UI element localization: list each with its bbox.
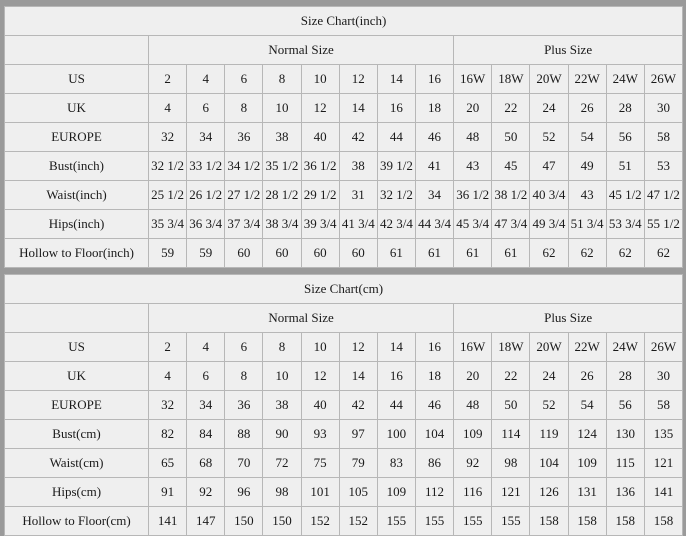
table-cell: 92 — [454, 449, 492, 478]
table-cell: 60 — [339, 239, 377, 268]
table-cell: 6 — [225, 65, 263, 94]
table-cell: 54 — [568, 391, 606, 420]
table-cell: 98 — [263, 478, 301, 507]
table-cell: 47 1/2 — [644, 181, 682, 210]
table-cell: 16W — [454, 65, 492, 94]
table-cell: 96 — [225, 478, 263, 507]
chart-title: Size Chart(inch) — [5, 7, 683, 36]
table-cell: 98 — [492, 449, 530, 478]
table-cell: 8 — [225, 362, 263, 391]
table-cell: 24W — [606, 333, 644, 362]
table-row — [5, 362, 683, 391]
chart-corner-cell — [5, 36, 149, 65]
table-row — [5, 333, 683, 362]
table-cell: 4 — [187, 333, 225, 362]
table-cell: 14 — [377, 333, 415, 362]
table-cell: 46 — [415, 391, 453, 420]
row-label: UK — [5, 94, 149, 123]
table-cell: 16 — [377, 94, 415, 123]
table-row — [5, 152, 683, 181]
table-row — [5, 210, 683, 239]
table-cell: 39 3/4 — [301, 210, 339, 239]
table-cell: 38 — [263, 391, 301, 420]
table-cell: 8 — [263, 333, 301, 362]
table-cell: 70 — [225, 449, 263, 478]
table-cell: 26W — [644, 65, 682, 94]
chart-group-header: Plus Size — [454, 304, 683, 333]
table-cell: 40 — [301, 391, 339, 420]
table-cell: 119 — [530, 420, 568, 449]
row-label: Waist(inch) — [5, 181, 149, 210]
table-cell: 97 — [339, 420, 377, 449]
size-chart-table — [4, 274, 683, 536]
table-cell: 34 — [415, 181, 453, 210]
table-cell: 40 3/4 — [530, 181, 568, 210]
table-cell: 4 — [149, 94, 187, 123]
table-cell: 34 — [187, 391, 225, 420]
table-cell: 16W — [454, 333, 492, 362]
table-cell: 29 1/2 — [301, 181, 339, 210]
table-cell: 45 1/2 — [606, 181, 644, 210]
table-cell: 36 — [225, 123, 263, 152]
size-chart-block — [4, 6, 682, 268]
table-cell: 44 — [377, 391, 415, 420]
table-cell: 49 — [568, 152, 606, 181]
table-cell: 58 — [644, 391, 682, 420]
table-cell: 34 1/2 — [225, 152, 263, 181]
table-row — [5, 507, 683, 536]
table-cell: 130 — [606, 420, 644, 449]
table-cell: 32 1/2 — [377, 181, 415, 210]
row-label: Hips(inch) — [5, 210, 149, 239]
table-cell: 35 1/2 — [263, 152, 301, 181]
table-cell: 109 — [454, 420, 492, 449]
table-cell: 45 — [492, 152, 530, 181]
table-row — [5, 94, 683, 123]
table-cell: 158 — [606, 507, 644, 536]
table-cell: 38 1/2 — [492, 181, 530, 210]
table-row — [5, 65, 683, 94]
table-cell: 49 3/4 — [530, 210, 568, 239]
table-cell: 61 — [454, 239, 492, 268]
table-cell: 50 — [492, 391, 530, 420]
table-row — [5, 478, 683, 507]
table-cell: 114 — [492, 420, 530, 449]
table-cell: 26W — [644, 333, 682, 362]
table-cell: 4 — [149, 362, 187, 391]
table-cell: 131 — [568, 478, 606, 507]
table-cell: 88 — [225, 420, 263, 449]
table-cell: 48 — [454, 391, 492, 420]
table-cell: 141 — [644, 478, 682, 507]
table-cell: 51 — [606, 152, 644, 181]
table-cell: 91 — [149, 478, 187, 507]
table-cell: 104 — [415, 420, 453, 449]
table-cell: 38 3/4 — [263, 210, 301, 239]
table-cell: 30 — [644, 94, 682, 123]
charts-container — [3, 6, 683, 536]
table-cell: 53 — [644, 152, 682, 181]
row-label: EUROPE — [5, 391, 149, 420]
table-cell: 44 3/4 — [415, 210, 453, 239]
table-cell: 2 — [149, 65, 187, 94]
table-cell: 4 — [187, 65, 225, 94]
table-cell: 38 — [263, 123, 301, 152]
table-cell: 18 — [415, 94, 453, 123]
table-cell: 105 — [339, 478, 377, 507]
table-cell: 30 — [644, 362, 682, 391]
table-cell: 56 — [606, 391, 644, 420]
table-cell: 6 — [187, 94, 225, 123]
table-cell: 60 — [225, 239, 263, 268]
table-cell: 82 — [149, 420, 187, 449]
row-label: Bust(cm) — [5, 420, 149, 449]
table-cell: 86 — [415, 449, 453, 478]
row-label: US — [5, 65, 149, 94]
chart-group-header: Normal Size — [149, 36, 454, 65]
table-cell: 43 — [568, 181, 606, 210]
table-cell: 104 — [530, 449, 568, 478]
chart-corner-cell — [5, 304, 149, 333]
table-cell: 56 — [606, 123, 644, 152]
table-cell: 33 1/2 — [187, 152, 225, 181]
table-cell: 12 — [339, 333, 377, 362]
table-cell: 83 — [377, 449, 415, 478]
table-cell: 158 — [644, 507, 682, 536]
table-cell: 36 — [225, 391, 263, 420]
table-cell: 22 — [492, 362, 530, 391]
table-cell: 62 — [644, 239, 682, 268]
table-cell: 20W — [530, 333, 568, 362]
table-cell: 109 — [377, 478, 415, 507]
table-cell: 10 — [263, 94, 301, 123]
table-cell: 52 — [530, 123, 568, 152]
table-cell: 38 — [339, 152, 377, 181]
table-cell: 101 — [301, 478, 339, 507]
table-cell: 147 — [187, 507, 225, 536]
table-cell: 26 — [568, 94, 606, 123]
table-cell: 136 — [606, 478, 644, 507]
table-cell: 58 — [644, 123, 682, 152]
table-cell: 141 — [149, 507, 187, 536]
table-cell: 12 — [301, 362, 339, 391]
table-cell: 115 — [606, 449, 644, 478]
table-cell: 37 3/4 — [225, 210, 263, 239]
table-cell: 20 — [454, 362, 492, 391]
size-chart-block — [4, 274, 682, 536]
table-cell: 155 — [492, 507, 530, 536]
table-cell: 25 1/2 — [149, 181, 187, 210]
table-cell: 42 3/4 — [377, 210, 415, 239]
table-row — [5, 239, 683, 268]
table-cell: 48 — [454, 123, 492, 152]
table-cell: 152 — [301, 507, 339, 536]
table-cell: 22 — [492, 94, 530, 123]
table-cell: 62 — [530, 239, 568, 268]
table-cell: 150 — [263, 507, 301, 536]
table-cell: 126 — [530, 478, 568, 507]
table-cell: 32 — [149, 123, 187, 152]
table-cell: 47 — [530, 152, 568, 181]
table-cell: 116 — [454, 478, 492, 507]
table-cell: 100 — [377, 420, 415, 449]
chart-group-row — [5, 36, 683, 65]
row-label: UK — [5, 362, 149, 391]
table-cell: 61 — [415, 239, 453, 268]
table-cell: 16 — [415, 65, 453, 94]
table-cell: 14 — [339, 94, 377, 123]
table-cell: 43 — [454, 152, 492, 181]
table-cell: 39 1/2 — [377, 152, 415, 181]
table-cell: 36 1/2 — [454, 181, 492, 210]
table-cell: 46 — [415, 123, 453, 152]
table-cell: 72 — [263, 449, 301, 478]
chart-title-row — [5, 7, 683, 36]
table-cell: 28 1/2 — [263, 181, 301, 210]
table-cell: 41 — [415, 152, 453, 181]
table-cell: 47 3/4 — [492, 210, 530, 239]
table-cell: 36 1/2 — [301, 152, 339, 181]
table-cell: 121 — [644, 449, 682, 478]
table-cell: 12 — [301, 94, 339, 123]
table-cell: 53 3/4 — [606, 210, 644, 239]
table-cell: 150 — [225, 507, 263, 536]
table-cell: 10 — [301, 333, 339, 362]
table-cell: 28 — [606, 362, 644, 391]
table-cell: 62 — [606, 239, 644, 268]
table-cell: 8 — [225, 94, 263, 123]
table-cell: 55 1/2 — [644, 210, 682, 239]
table-cell: 44 — [377, 123, 415, 152]
row-label: US — [5, 333, 149, 362]
table-cell: 32 — [149, 391, 187, 420]
table-row — [5, 449, 683, 478]
chart-title: Size Chart(cm) — [5, 275, 683, 304]
table-cell: 90 — [263, 420, 301, 449]
table-cell: 41 3/4 — [339, 210, 377, 239]
table-cell: 52 — [530, 391, 568, 420]
table-cell: 158 — [530, 507, 568, 536]
table-cell: 155 — [454, 507, 492, 536]
table-cell: 20 — [454, 94, 492, 123]
table-cell: 61 — [492, 239, 530, 268]
row-label: Hollow to Floor(inch) — [5, 239, 149, 268]
table-cell: 50 — [492, 123, 530, 152]
table-cell: 20W — [530, 65, 568, 94]
table-cell: 24 — [530, 94, 568, 123]
table-cell: 92 — [187, 478, 225, 507]
table-cell: 26 1/2 — [187, 181, 225, 210]
table-cell: 65 — [149, 449, 187, 478]
table-cell: 79 — [339, 449, 377, 478]
table-cell: 34 — [187, 123, 225, 152]
row-label: Bust(inch) — [5, 152, 149, 181]
table-cell: 10 — [301, 65, 339, 94]
table-cell: 36 3/4 — [187, 210, 225, 239]
table-cell: 59 — [187, 239, 225, 268]
row-label: Waist(cm) — [5, 449, 149, 478]
table-cell: 68 — [187, 449, 225, 478]
table-cell: 112 — [415, 478, 453, 507]
table-cell: 18W — [492, 65, 530, 94]
table-cell: 22W — [568, 65, 606, 94]
table-row — [5, 123, 683, 152]
table-cell: 6 — [187, 362, 225, 391]
table-cell: 42 — [339, 391, 377, 420]
table-cell: 14 — [377, 65, 415, 94]
table-cell: 61 — [377, 239, 415, 268]
table-cell: 18W — [492, 333, 530, 362]
table-cell: 24 — [530, 362, 568, 391]
chart-title-row — [5, 275, 683, 304]
table-cell: 40 — [301, 123, 339, 152]
table-cell: 35 3/4 — [149, 210, 187, 239]
chart-group-header: Plus Size — [454, 36, 683, 65]
chart-group-header: Normal Size — [149, 304, 454, 333]
chart-group-row — [5, 304, 683, 333]
table-cell: 109 — [568, 449, 606, 478]
table-cell: 75 — [301, 449, 339, 478]
table-cell: 16 — [377, 362, 415, 391]
table-cell: 51 3/4 — [568, 210, 606, 239]
table-cell: 124 — [568, 420, 606, 449]
table-cell: 59 — [149, 239, 187, 268]
table-cell: 84 — [187, 420, 225, 449]
table-cell: 26 — [568, 362, 606, 391]
table-cell: 24W — [606, 65, 644, 94]
size-chart-table — [4, 6, 683, 268]
table-cell: 152 — [339, 507, 377, 536]
table-cell: 14 — [339, 362, 377, 391]
table-cell: 32 1/2 — [149, 152, 187, 181]
row-label: EUROPE — [5, 123, 149, 152]
table-cell: 62 — [568, 239, 606, 268]
table-cell: 155 — [415, 507, 453, 536]
table-cell: 18 — [415, 362, 453, 391]
row-label: Hips(cm) — [5, 478, 149, 507]
table-cell: 158 — [568, 507, 606, 536]
table-cell: 54 — [568, 123, 606, 152]
table-row — [5, 181, 683, 210]
table-cell: 10 — [263, 362, 301, 391]
table-cell: 22W — [568, 333, 606, 362]
table-cell: 42 — [339, 123, 377, 152]
table-cell: 60 — [263, 239, 301, 268]
table-cell: 27 1/2 — [225, 181, 263, 210]
table-cell: 93 — [301, 420, 339, 449]
table-cell: 12 — [339, 65, 377, 94]
table-row — [5, 391, 683, 420]
table-cell: 135 — [644, 420, 682, 449]
table-cell: 2 — [149, 333, 187, 362]
table-cell: 28 — [606, 94, 644, 123]
row-label: Hollow to Floor(cm) — [5, 507, 149, 536]
table-cell: 8 — [263, 65, 301, 94]
table-cell: 60 — [301, 239, 339, 268]
table-cell: 45 3/4 — [454, 210, 492, 239]
table-cell: 31 — [339, 181, 377, 210]
table-cell: 155 — [377, 507, 415, 536]
table-cell: 121 — [492, 478, 530, 507]
table-cell: 6 — [225, 333, 263, 362]
table-cell: 16 — [415, 333, 453, 362]
table-row — [5, 420, 683, 449]
